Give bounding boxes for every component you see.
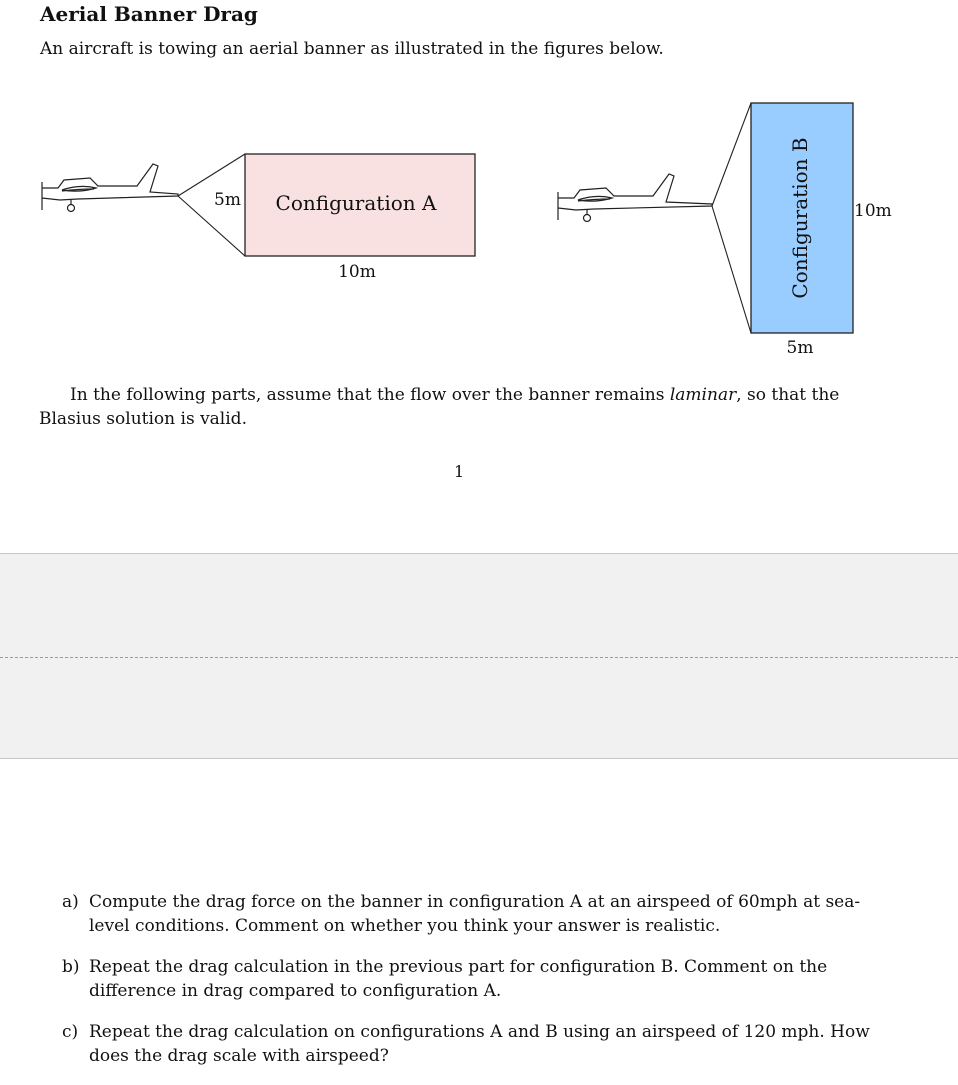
question-marker: b) xyxy=(62,957,80,977)
config-b-height-label: 10m xyxy=(854,201,892,221)
config-a-label: Configuration A xyxy=(275,191,437,215)
config-a-height-label: 5m xyxy=(214,190,241,210)
document-title: Aerial Banner Drag xyxy=(40,2,258,26)
aircraft-b-icon xyxy=(558,174,712,222)
question-a xyxy=(0,890,889,938)
question-c xyxy=(0,1020,889,1068)
page-number: 1 xyxy=(454,462,465,481)
paragraph-emphasis: laminar xyxy=(669,385,737,405)
question-b xyxy=(0,955,889,1003)
config-b-length-label: 5m xyxy=(786,338,814,358)
paragraph-text-start: In the following parts, assume that the flow over the banner remains xyxy=(70,385,670,405)
banner-figure xyxy=(0,90,958,370)
page-break xyxy=(0,553,958,759)
tow-line-b xyxy=(712,103,751,333)
question-text: Repeat the drag calculation on configurations A and B using an airspeed of 120 mph. How does the drag scale with airspeed? xyxy=(89,1022,870,1066)
aircraft-a-icon xyxy=(42,164,178,212)
laminar-assumption-paragraph xyxy=(39,383,889,431)
config-a-length-label: 10m xyxy=(338,262,376,282)
question-text: Compute the drag force on the banner in configuration A at an airspeed of 60mph at sea-level conditions. Comment on whether you think your answer is realistic. xyxy=(89,892,861,936)
page-break-divider xyxy=(0,657,958,658)
question-text: Repeat the drag calculation in the previous part for configuration B. Comment on the difference in drag compared to configuration A. xyxy=(89,957,828,1001)
question-marker: a) xyxy=(62,892,79,912)
config-b-label: Configuration B xyxy=(788,137,812,299)
intro-text: An aircraft is towing an aerial banner as illustrated in the figures below. xyxy=(40,39,664,59)
question-list xyxy=(0,890,958,1085)
paragraph-text-end: , so that the Blasius solution is valid. xyxy=(39,385,840,429)
question-marker: c) xyxy=(62,1022,79,1042)
